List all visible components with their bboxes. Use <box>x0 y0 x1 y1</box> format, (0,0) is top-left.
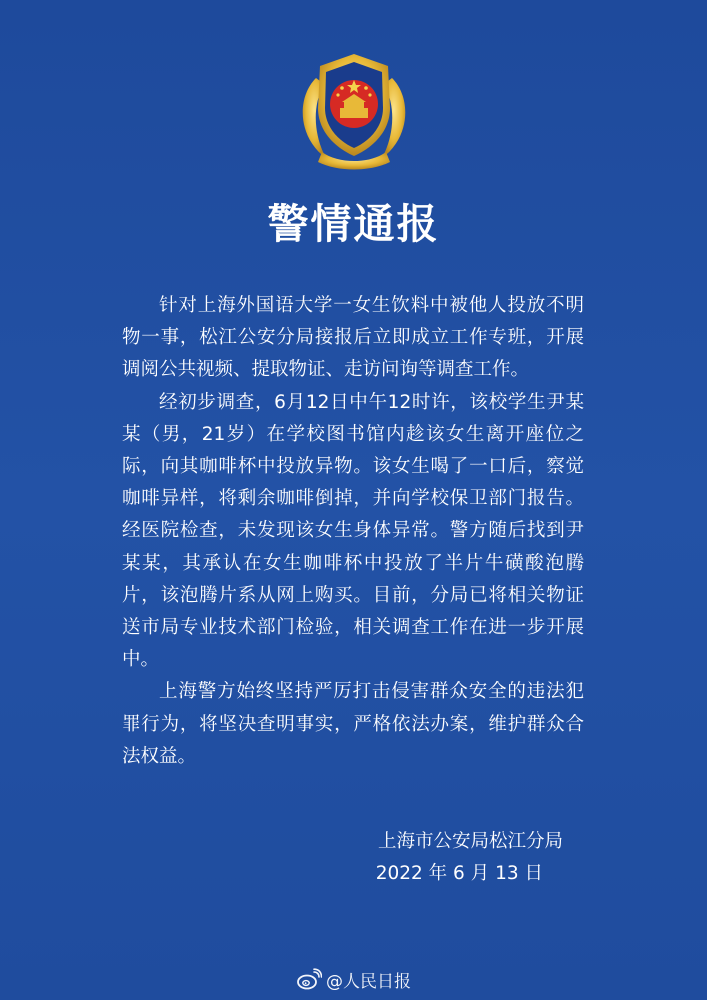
notice-body <box>122 290 584 773</box>
weibo-icon <box>296 968 322 990</box>
signature-block <box>376 826 563 890</box>
notice-paragraph-3: 上海警方始终坚持严厉打击侵害群众安全的违法犯罪行为，将坚决查明事实，严格依法办案，维护群众合法权益。 <box>122 681 584 767</box>
watermark-text: @人民日报 <box>326 971 411 992</box>
signature-org: 上海市公安局松江分局 <box>377 831 563 852</box>
notice-paragraph-1: 针对上海外国语大学一女生饮料中被他人投放不明物一事，松江公安分局接报后立即成立工作专班，开展调阅公共视频、提取物证、走访问询等调查工作。 <box>122 295 584 381</box>
police-badge-icon <box>286 48 422 172</box>
signature-date: 2022 年 6 月 13 日 <box>375 863 543 884</box>
notice-paragraph-2: 经初步调查，6月12日中午12时许，该校学生尹某某（男，21岁）在学校图书馆内趁该女生离开座位之际，向其咖啡杯中投放异物。该女生喝了一口后，察觉咖啡异样，将剩余咖啡倒掉，并向学校保卫部门报告。经医院检查，未发现该女生身体异常。警方随后找到尹某某，其承认在女生咖啡杯中投放了半片牛磺酸泡腾片，该泡腾片系从网上购买。目前，分局已将相关物证送市局专业技术部门检验，相关调查工作在进一步开展中。 <box>122 391 584 671</box>
notice-title: 警情通报 <box>267 200 440 248</box>
watermark <box>296 966 411 992</box>
